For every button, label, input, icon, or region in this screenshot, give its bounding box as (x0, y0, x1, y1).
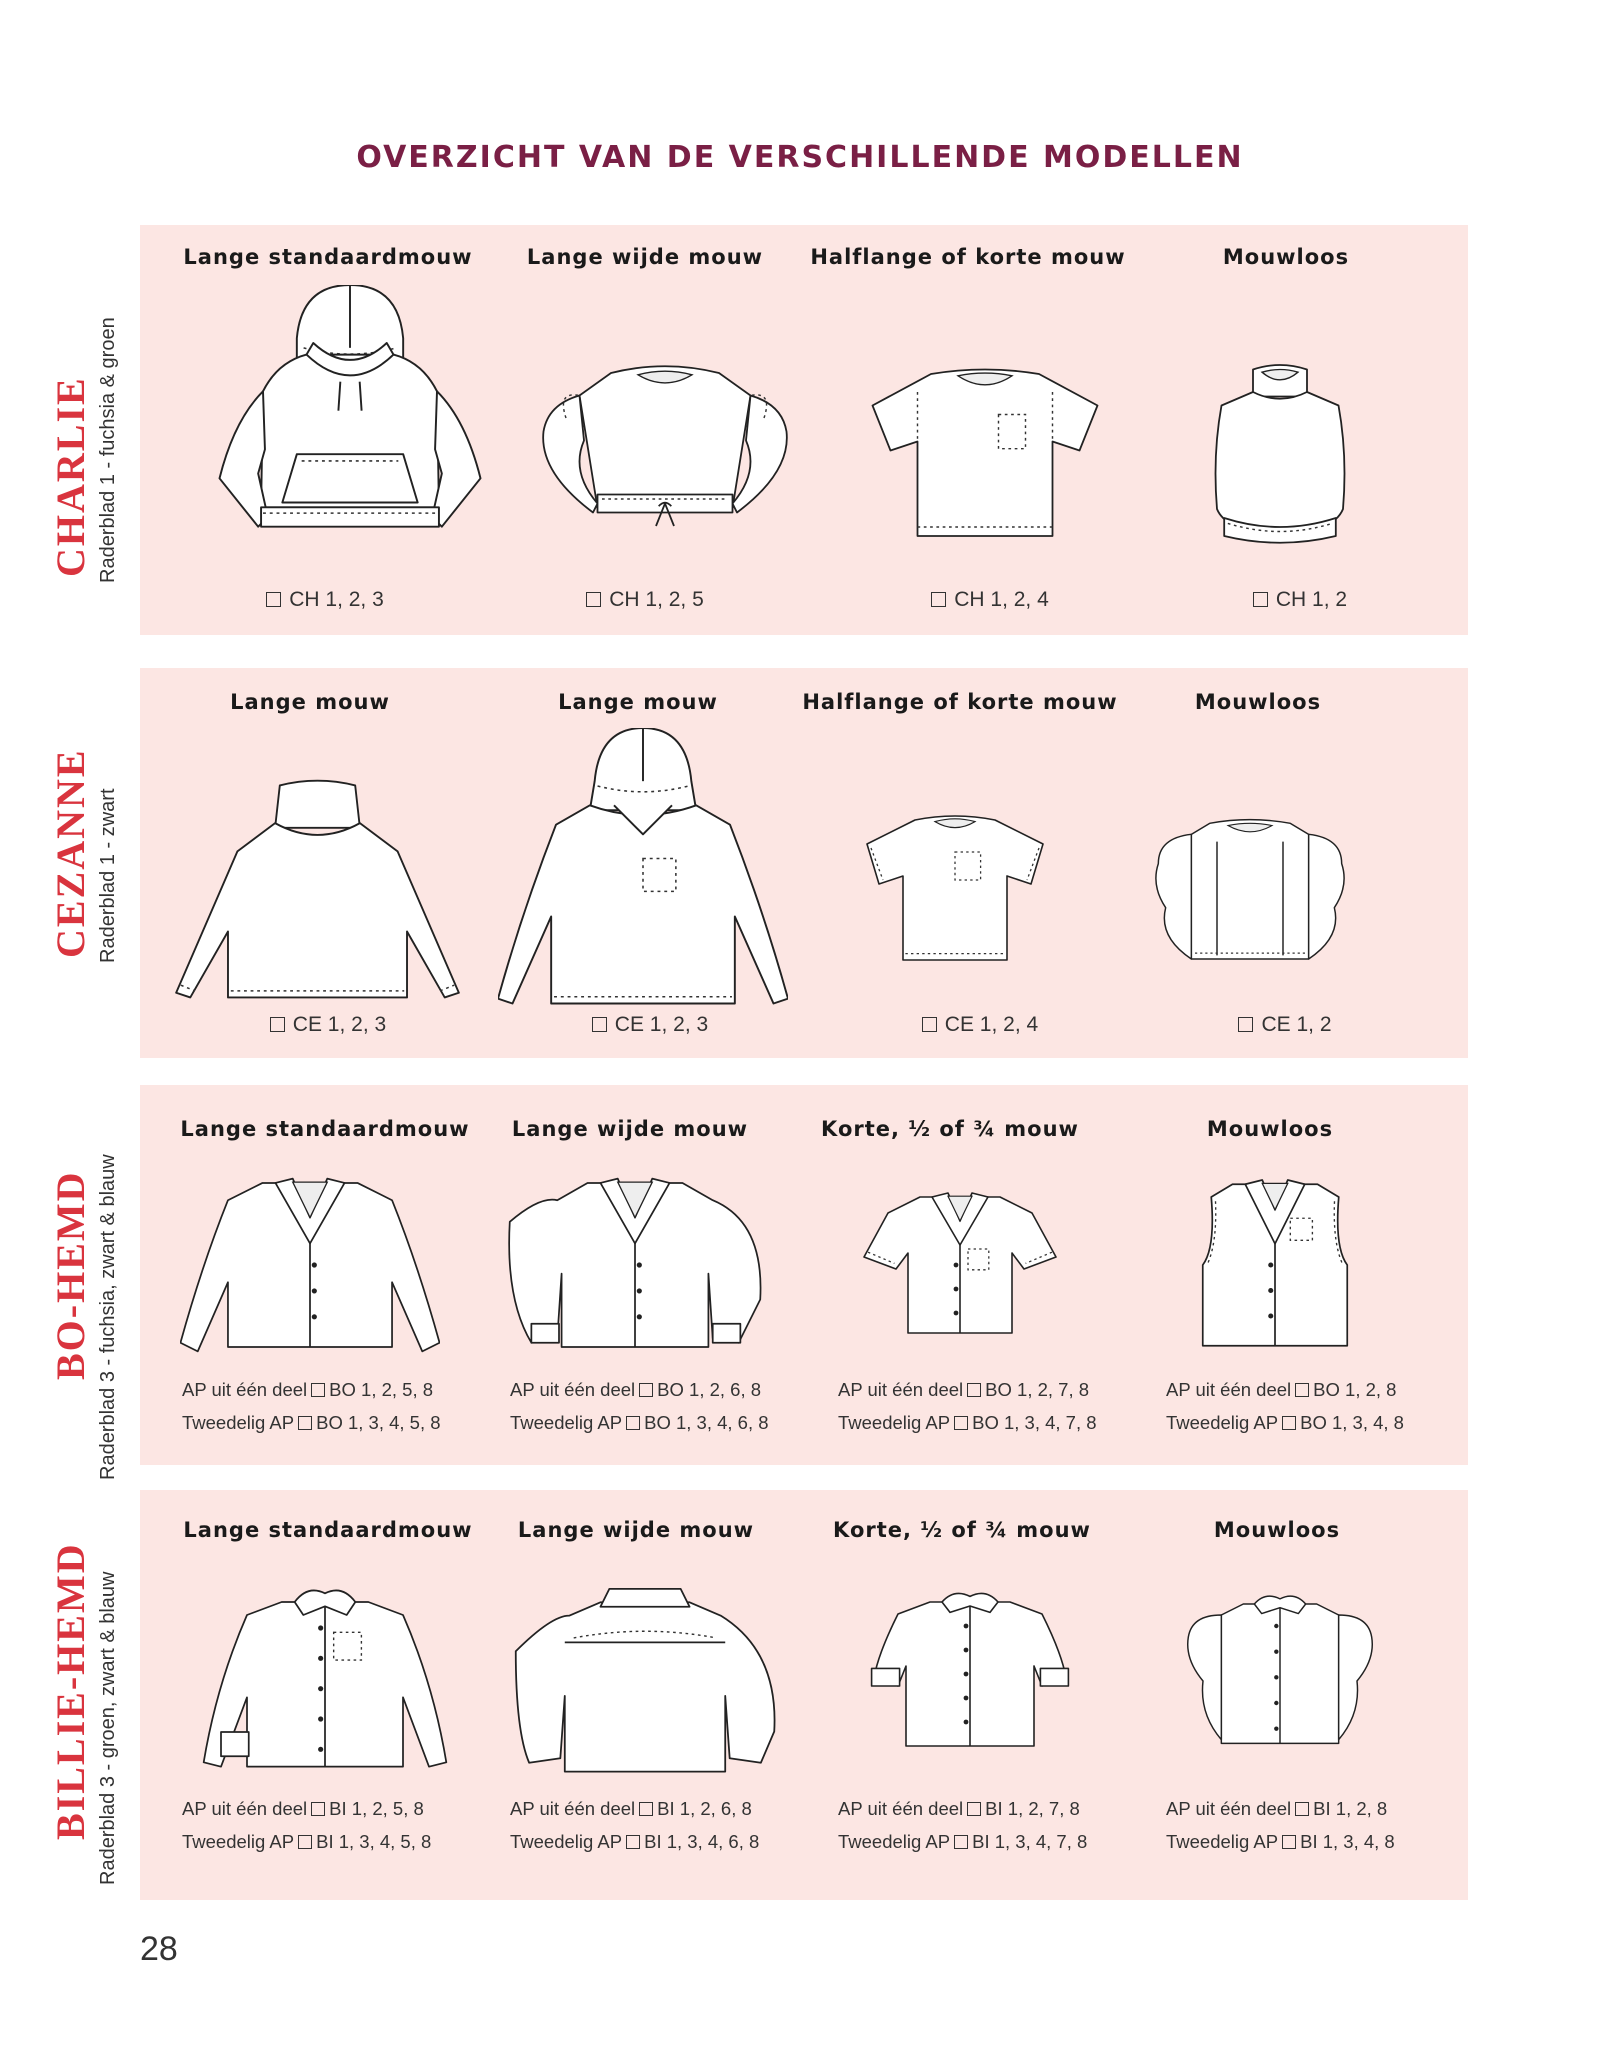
pattern-codes: AP uit één deel BI 1, 2, 7, 8 Tweedelig AP BI 1, 3, 4, 7, 8 (838, 1798, 1088, 1852)
billie-short-drawing (850, 1580, 1090, 1760)
section-label-bo-hemd (0, 1085, 140, 1480)
model-title: Lange wijde mouw (517, 1518, 755, 1542)
model-title: Lange standaardmouw (180, 1117, 470, 1141)
model-title: Lange mouw (558, 690, 718, 714)
model-title: Korte, ½ of ¾ mouw (821, 1117, 1079, 1141)
pattern-code: CE 1, 2, 4 (820, 1013, 1140, 1037)
section-name: BO-HEMD (48, 1170, 93, 1380)
section-label-cezanne (0, 668, 140, 1058)
blouse-wide-drawing (505, 1170, 765, 1360)
checkbox-icon (311, 1802, 325, 1816)
checkbox-icon (931, 592, 946, 607)
checkbox-icon (1282, 1835, 1296, 1849)
pattern-sheet-label: Raderblad 1 - fuchsia & groen (97, 317, 119, 583)
blouse-short-drawing (840, 1180, 1080, 1350)
page-title: OVERZICHT VAN DE VERSCHILLENDE MODELLEN (356, 140, 1244, 175)
pattern-code: CH 1, 2, 5 (485, 588, 805, 612)
hoodie-pocket-drawing (498, 728, 788, 1018)
checkbox-icon (270, 1017, 285, 1032)
pattern-codes: AP uit één deel BO 1, 2, 8 Tweedelig AP BO 1, 3, 4, 8 (1166, 1379, 1404, 1433)
pattern-codes: AP uit één deel BI 1, 2, 6, 8 Tweedelig AP BI 1, 3, 4, 6, 8 (510, 1798, 760, 1852)
checkbox-icon (298, 1835, 312, 1849)
model-title: Mouwloos (1206, 1117, 1334, 1141)
vest-drawing (1190, 355, 1370, 555)
pattern-codes: AP uit één deel BO 1, 2, 6, 8 Tweedelig AP BO 1, 3, 4, 6, 8 (510, 1379, 769, 1433)
section-billie-hemd (140, 1490, 1468, 1900)
checkbox-icon (298, 1416, 312, 1430)
checkbox-icon (639, 1383, 653, 1397)
pattern-code: CE 1, 2, 3 (168, 1013, 488, 1037)
pattern-codes: AP uit één deel BO 1, 2, 7, 8 Tweedelig AP BO 1, 3, 4, 7, 8 (838, 1379, 1097, 1433)
pattern-code: CE 1, 2, 3 (490, 1013, 810, 1037)
hoodie-drawing (205, 285, 495, 575)
checkbox-icon (954, 1416, 968, 1430)
pattern-sheet-label: Raderblad 3 - fuchsia, zwart & blauw (97, 1154, 119, 1480)
model-title: Lange standaardmouw (183, 245, 473, 269)
ruffle-top-drawing (1140, 798, 1360, 988)
cropped-sweater-drawing (530, 355, 800, 535)
model-title: Lange wijde mouw (526, 245, 764, 269)
pattern-code: CH 1, 2 (1140, 588, 1460, 612)
pattern-codes: AP uit één deel BO 1, 2, 5, 8 Tweedelig AP BO 1, 3, 4, 5, 8 (182, 1379, 441, 1433)
section-bo-hemd (140, 1085, 1468, 1465)
pattern-codes: AP uit één deel BI 1, 2, 8 Tweedelig AP BI 1, 3, 4, 8 (1166, 1798, 1395, 1852)
turtleneck-drawing (175, 776, 460, 1021)
blouse-std-drawing (180, 1170, 440, 1360)
model-title: Lange wijde mouw (511, 1117, 749, 1141)
tshirt-drawing (850, 365, 1120, 545)
section-charlie (140, 225, 1468, 635)
section-name: BILLIE-HEMD (48, 1542, 93, 1840)
billie-sleeveless-drawing (1170, 1580, 1390, 1760)
page-number: 28 (140, 1930, 178, 1968)
section-name: CHARLIE (48, 376, 93, 577)
checkbox-icon (626, 1835, 640, 1849)
checkbox-icon (967, 1802, 981, 1816)
billie-back-drawing (510, 1580, 780, 1785)
checkbox-icon (266, 592, 281, 607)
checkbox-icon (1253, 592, 1268, 607)
model-title: Mouwloos (1222, 245, 1350, 269)
tshirt-pocket-drawing (835, 798, 1075, 978)
checkbox-icon (626, 1416, 640, 1430)
pattern-code: CH 1, 2, 4 (830, 588, 1150, 612)
pattern-codes: AP uit één deel BI 1, 2, 5, 8 Tweedelig AP BI 1, 3, 4, 5, 8 (182, 1798, 432, 1852)
model-title: Korte, ½ of ¾ mouw (833, 1518, 1091, 1542)
model-title: Mouwloos (1194, 690, 1322, 714)
pattern-code: CH 1, 2, 3 (165, 588, 485, 612)
checkbox-icon (967, 1383, 981, 1397)
pattern-sheet-label: Raderblad 1 - zwart (97, 788, 119, 963)
section-label-billie-hemd (0, 1490, 140, 1900)
model-title: Lange standaardmouw (183, 1518, 473, 1542)
checkbox-icon (1295, 1802, 1309, 1816)
model-title: Mouwloos (1213, 1518, 1341, 1542)
section-label-charlie (0, 225, 140, 635)
checkbox-icon (586, 592, 601, 607)
pattern-code: CE 1, 2 (1125, 1013, 1445, 1037)
checkbox-icon (922, 1017, 937, 1032)
blouse-sleeveless-drawing (1190, 1170, 1360, 1360)
model-title: Halflange of korte mouw (810, 245, 1126, 269)
checkbox-icon (1282, 1416, 1296, 1430)
section-name: CEZANNE (48, 748, 93, 958)
checkbox-icon (639, 1802, 653, 1816)
checkbox-icon (1238, 1017, 1253, 1032)
checkbox-icon (311, 1383, 325, 1397)
section-cezanne (140, 668, 1468, 1058)
checkbox-icon (954, 1835, 968, 1849)
checkbox-icon (1295, 1383, 1309, 1397)
billie-std-drawing (195, 1580, 455, 1780)
checkbox-icon (592, 1017, 607, 1032)
model-title: Halflange of korte mouw (802, 690, 1118, 714)
pattern-sheet-label: Raderblad 3 - groen, zwart & blauw (97, 1571, 119, 1885)
model-title: Lange mouw (230, 690, 390, 714)
